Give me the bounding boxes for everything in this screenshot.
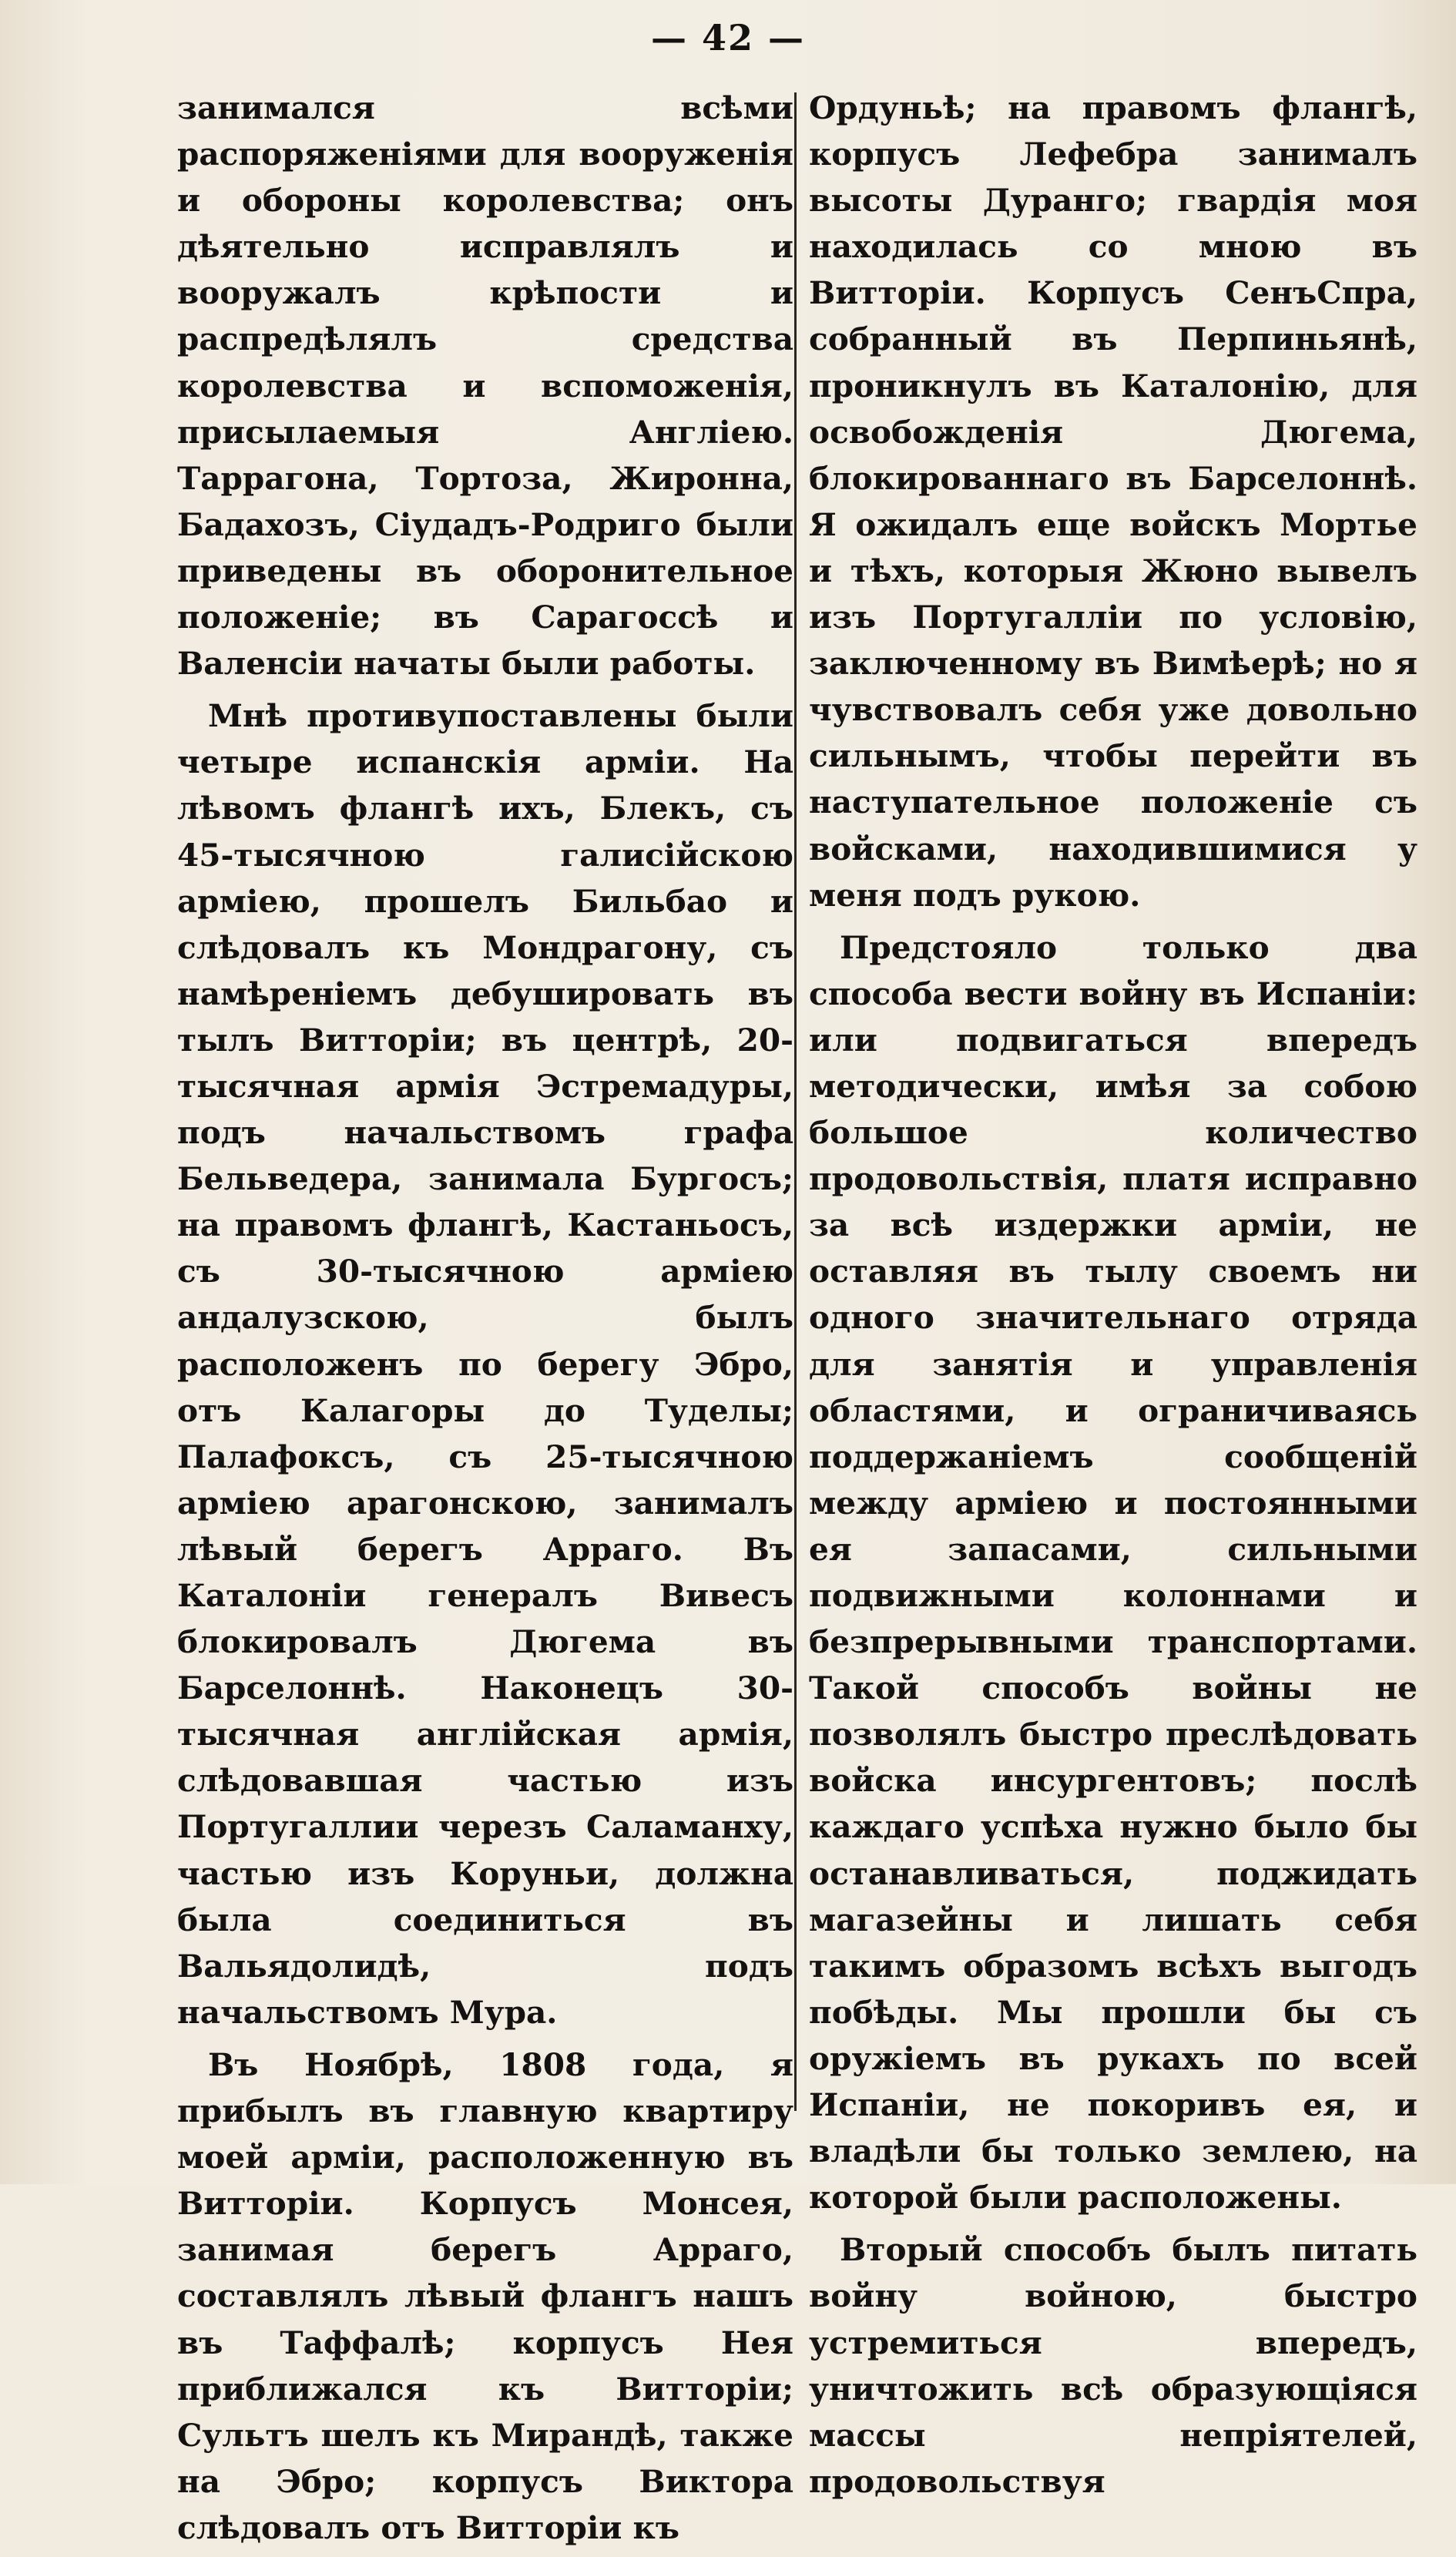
paragraph: Вторый способъ былъ питать войну войною, быстро устремиться впередъ, уничтожить всѣ образующіяся массы непріятелей, продовольствуя xyxy=(809,2231,1417,2500)
paragraph: Предстояло только два способа вести войну въ Испаніи: или подвигаться впередъ методически, имѣя за собою большое количество продовольствія, платя исправно за всѣ издержки арміи, не оставляя въ тылу своемъ ни одного значительнаго отряда для занятія и управленія областями, и ограничиваясь поддержаніемъ сообщеній между арміею и постоянными ея запасами, сильными подвижными колоннами и безпрерывными транспортами. Такой способъ войны не позволялъ быстро преслѣдовать войска инсургентовъ; послѣ каждаго успѣха нужно было бы останавливаться, поджидать магазейны и лишать себя такимъ образомъ всѣхъ выгодъ побѣды. Мы прошли бы съ оружіемъ въ рукахъ по всей Испаніи, не покоривъ ея, и владѣли бы только землею, на которой были расположены. xyxy=(809,928,1417,2216)
paragraph: Ордуньѣ; на правомъ флангѣ, корпусъ Лефебра занималъ высоты Дуранго; гвардія моя находилась со мною въ Витторіи. Корпусъ СенъСпра, собранный въ Перпиньянѣ, проникнулъ въ Каталонію, для освобожденія Дюгема, блокированнаго въ Барселоннѣ. Я ожидалъ еще войскъ Мортье и тѣхъ, которыя Жюно вывелъ изъ Португалліи по условію, заключенному въ Вимѣерѣ; но я чувствовалъ себя уже довольно сильнымъ, чтобы перейти въ наступательное положеніе съ войсками, находившимися у меня подъ рукою. xyxy=(809,89,1417,914)
paragraph: Въ Ноябрѣ, 1808 года, я прибылъ въ главную квартиру моей арміи, расположенную въ Витторіи. Корпусъ Монсея, занимая берегъ Арраго, составлялъ лѣвый флангъ нашъ въ Таффалѣ; корпусъ Нея приближался къ Витторіи; Сультъ шелъ къ Мирандѣ, также на Эбро; корпусъ Виктора слѣдовалъ отъ Витторіи къ xyxy=(177,2045,793,2546)
right-column xyxy=(809,85,1417,2511)
paragraph: Мнѣ противупоставлены были четыре испанскія арміи. На лѣвомъ флангѣ ихъ, Блекъ, съ 45-тысячною галисійскою арміею, прошелъ Бильбао и слѣдовалъ къ Мондрагону, съ намѣреніемъ дебушировать въ тылъ Витторіи; въ центрѣ, 20-тысячная армія Эстремадуры, подъ начальствомъ графа Бельведера, занимала Бургосъ; на правомъ флангѣ, Кастаньосъ, съ 30-тысячною арміею андалузскою, былъ расположенъ по берегу Эбро, отъ Калагоры до Туделы; Палафоксъ, съ 25-тысячною арміею арагонскою, занималъ лѣвый берегъ Арраго. Въ Каталоніи генералъ Вивесъ блокировалъ Дюгема въ Барселоннѣ. Наконецъ 30-тысячная англійская армія, слѣдовавшая частью изъ Португаллии черезъ Саламанху, частью изъ Коруньи, должна была соединиться въ Вальядолидѣ, подъ начальствомъ Мура. xyxy=(177,697,793,2031)
paragraph: занимался всѣми распоряженіями для вооруженія и обороны королевства; онъ дѣятельно исправлялъ и вооружалъ крѣпости и распредѣлялъ средства королевства и вспоможенія, присылаемыя Англіею. Таррагона, Тортоза, Жиронна, Бадахозъ, Сіудадъ-Родриго были приведены въ оборонительное положеніе; въ Сарагоссѣ и Валенсіи начаты были работы. xyxy=(177,89,793,683)
page-number: — 42 — xyxy=(650,17,806,59)
left-column xyxy=(177,85,793,2557)
column-divider xyxy=(794,92,797,2111)
